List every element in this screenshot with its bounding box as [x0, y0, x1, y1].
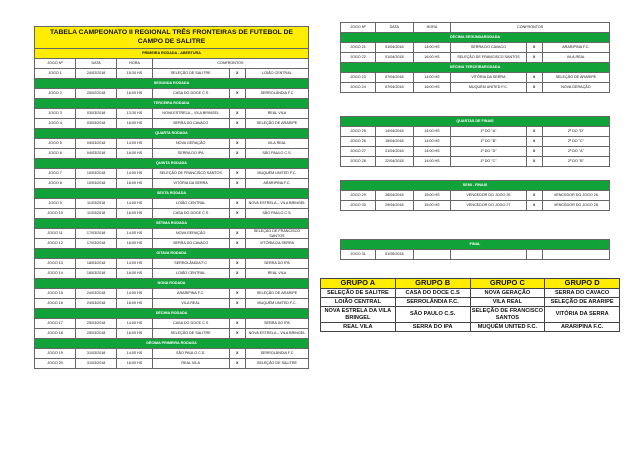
group-team: SÃO PAULO C.S. — [395, 307, 470, 323]
column-header-data: DATA — [76, 59, 117, 69]
game-date: 01/04/2018 — [375, 43, 413, 53]
game-date: 01/04/2018 — [375, 53, 413, 63]
game-date: 17/03/2018 — [76, 239, 117, 249]
game-row — [341, 250, 610, 260]
group-team: ARARIPINA F.C. — [545, 323, 620, 332]
away-team: SERRA DO IPA — [245, 319, 308, 329]
round-header-row — [35, 279, 309, 289]
game-row — [35, 179, 309, 189]
home-team: SELEÇÃO DE SALITRE — [152, 69, 229, 79]
game-number: JOGO 1 — [35, 69, 76, 79]
home-team: NOVA GERAÇÃO — [152, 139, 229, 149]
game-row — [35, 239, 309, 249]
round-title: QUARTAS DE FINAIS — [341, 117, 610, 127]
groups-row — [321, 289, 620, 298]
versus-mark: X — [229, 139, 245, 149]
round-title: QUARTA RODADA — [35, 129, 309, 139]
away-team: REAL VILA — [245, 109, 308, 119]
game-row — [341, 191, 610, 201]
home-team: SELEÇÃO DE FRANCISCO SANTOS — [451, 53, 526, 63]
game-date: 18/03/2018 — [76, 259, 117, 269]
game-date: 11/03/2018 — [76, 199, 117, 209]
schedule-body — [341, 117, 610, 167]
game-date: 01/05/2018 — [375, 250, 413, 260]
game-time: 14:00 HS — [117, 229, 153, 239]
versus-mark: X — [526, 191, 542, 201]
versus-mark: X — [229, 109, 245, 119]
versus-mark: X — [526, 53, 542, 63]
schedule-table-rounds-12-13 — [340, 22, 610, 93]
game-number: JOGO 27 — [341, 147, 376, 157]
game-date: 04/03/2018 — [76, 139, 117, 149]
game-time: 16:00 HS — [117, 89, 153, 99]
game-row — [35, 259, 309, 269]
home-team: SERRA DO IPA — [152, 149, 229, 159]
group-team: SELEÇÃO DE SALITRE — [321, 289, 396, 298]
game-time: 14:00 HS — [413, 147, 451, 157]
home-team: SÃO PAULO C.S. — [152, 349, 229, 359]
game-row — [341, 201, 610, 211]
away-team: 2º DO "A" — [542, 147, 609, 157]
away-team: VITÓRIA DA SERRA — [245, 239, 308, 249]
group-team: NOVA GERAÇÃO — [470, 289, 545, 298]
home-team: ARARIPINA F.C. — [152, 289, 229, 299]
game-number: JOGO 17 — [35, 319, 76, 329]
game-number: JOGO 31 — [341, 250, 376, 260]
round-header-row — [35, 189, 309, 199]
round-title: DÉCIMA TERCEIRARODADA — [341, 63, 610, 73]
game-row — [341, 43, 610, 53]
game-time: 16:00 HS — [117, 149, 153, 159]
game-row — [341, 73, 610, 83]
page-title: TABELA CAMPEONATO II REGIONAL TRÊS FRONTEIRAS DE FUTEBOL DE CAMPO DE SALITRE — [35, 27, 309, 49]
game-number: JOGO 6 — [35, 149, 76, 159]
game-row — [35, 319, 309, 329]
away-team: ARARIPINA F.C. — [245, 179, 308, 189]
home-team: NOVA ESTRELA – VILA BRINGEL — [152, 109, 229, 119]
round-header-row — [35, 99, 309, 109]
away-team: 2º DO "B" — [542, 157, 609, 167]
away-team: NOVA ESTRELA – VILA BRINGEL — [245, 329, 308, 339]
game-time: 16:00 HS — [117, 299, 153, 309]
versus-mark: X — [229, 289, 245, 299]
home-team: VITÓRIA DA SERRA — [152, 179, 229, 189]
round-header-row — [35, 309, 309, 319]
versus-mark: X — [526, 147, 542, 157]
game-time: 14:00 HS — [413, 43, 451, 53]
game-number: JOGO 24 — [341, 83, 376, 93]
home-team: LOIÃO CENTRAL — [152, 199, 229, 209]
game-number: JOGO 9 — [35, 199, 76, 209]
group-team: SERRA DO IPA — [395, 323, 470, 332]
away-team: ARARIPINA F.C. — [542, 43, 609, 53]
group-header: GRUPO A — [321, 279, 396, 289]
column-header-row — [35, 59, 309, 69]
group-header: GRUPO B — [395, 279, 470, 289]
game-date: 31/03/2018 — [76, 349, 117, 359]
home-team: CASA DO DOCE C.S — [152, 209, 229, 219]
home-team: SERRA DO CAVACO — [451, 43, 526, 53]
column-header-row — [341, 23, 610, 33]
home-team: SERROLÂNDIA F.C — [152, 259, 229, 269]
game-row — [35, 299, 309, 309]
game-number: JOGO 15 — [35, 289, 76, 299]
home-team: 1º DO "D" — [451, 147, 526, 157]
groups-header-row — [321, 279, 620, 289]
versus-mark: X — [526, 157, 542, 167]
round-title: NONA RODADA — [35, 279, 309, 289]
schedule-table-final — [340, 239, 610, 260]
away-team: REAL VILA — [245, 269, 308, 279]
game-number: JOGO 10 — [35, 209, 76, 219]
game-time: 15:00 HS — [413, 201, 451, 211]
schedule-body — [341, 23, 610, 93]
home-team: REAL VILA — [152, 359, 229, 369]
away-team — [542, 250, 609, 260]
game-number: JOGO 2 — [35, 89, 76, 99]
versus-mark: X — [229, 359, 245, 369]
game-time: 16:00 HS — [117, 179, 153, 189]
away-team: VENCEDOR DO JOGO 26 — [542, 191, 609, 201]
group-team: SELEÇÃO DE ARARIPE — [545, 298, 620, 307]
column-header-hora: HORA — [117, 59, 153, 69]
groups-table — [320, 278, 620, 332]
versus-mark: X — [229, 269, 245, 279]
away-team: VILA REAL — [245, 139, 308, 149]
schedule-body — [341, 181, 610, 211]
game-row — [35, 269, 309, 279]
home-team: VITÓRIA DA SERRA — [451, 73, 526, 83]
away-team: SÃO PAULO C.S. — [245, 209, 308, 219]
main-schedule-body — [35, 27, 309, 369]
game-number: JOGO 22 — [341, 53, 376, 63]
game-number: JOGO 29 — [341, 191, 376, 201]
game-row — [35, 209, 309, 219]
group-team: LOIÃO CENTRAL — [321, 298, 396, 307]
game-time: 16:00 HS — [117, 359, 153, 369]
home-team: SERRA DO CAVACO — [152, 239, 229, 249]
game-row — [35, 139, 309, 149]
schedule-body — [341, 240, 610, 260]
round-title: DÉCIMA SEGUNDARODADA — [341, 33, 610, 43]
game-row — [35, 119, 309, 129]
round-title: SEGUNDA RODADA — [35, 79, 309, 89]
game-number: JOGO 18 — [35, 329, 76, 339]
column-header-data: DATA — [375, 23, 413, 33]
away-team: NOVA ESTRELA – VILA BRINGEL — [245, 199, 308, 209]
game-time: 14:00 HS — [413, 157, 451, 167]
group-team: VITÓRIA DA SERRA — [545, 307, 620, 323]
game-number: JOGO 19 — [35, 349, 76, 359]
home-team: VENCEDOR DO JOGO 27 — [451, 201, 526, 211]
versus-mark: X — [526, 137, 542, 147]
group-team: VILA REAL — [470, 298, 545, 307]
home-team: CASA DO DOCE C.S — [152, 89, 229, 99]
group-team: CASA DO DOCE C.S — [395, 289, 470, 298]
game-row — [35, 229, 309, 239]
group-team: SERROLÂNDIA F.C. — [395, 298, 470, 307]
round-title: QUINTA RODADA — [35, 159, 309, 169]
versus-mark: X — [526, 73, 542, 83]
round-header-row — [35, 129, 309, 139]
versus-mark: X — [526, 201, 542, 211]
game-row — [341, 53, 610, 63]
game-number: JOGO 21 — [341, 43, 376, 53]
versus-mark: X — [229, 209, 245, 219]
game-time: 15:30 HS — [117, 69, 153, 79]
away-team: VILA REAL — [542, 53, 609, 63]
game-time: 14:00 HS — [117, 319, 153, 329]
group-team: REAL VILA — [321, 323, 396, 332]
game-number: JOGO 12 — [35, 239, 76, 249]
round-title: DÉCIMA PRIMEIRA RODADA — [35, 339, 309, 349]
group-header: GRUPO C — [470, 279, 545, 289]
game-row — [35, 349, 309, 359]
versus-mark: X — [229, 149, 245, 159]
versus-mark: X — [229, 169, 245, 179]
round-header-row — [35, 49, 309, 59]
column-header-confrontos: CONFRONTOS — [451, 23, 610, 33]
game-number: JOGO 26 — [341, 137, 376, 147]
game-time: 14:00 HS — [117, 349, 153, 359]
away-team: 2º DO "D" — [542, 127, 609, 137]
round-title: SEMI - FINAIS — [341, 181, 610, 191]
away-team: SELEÇÃO DE ARARIPE — [245, 119, 308, 129]
game-date: 14/04/2018 — [375, 127, 413, 137]
round-header-row — [35, 79, 309, 89]
round-header-row — [341, 63, 610, 73]
game-number: JOGO 16 — [35, 299, 76, 309]
game-row — [35, 69, 309, 79]
home-team: LOIÃO CENTRAL — [152, 269, 229, 279]
game-date: 21/04/2018 — [375, 147, 413, 157]
game-number: JOGO 14 — [35, 269, 76, 279]
versus-mark: X — [229, 239, 245, 249]
round-header-row — [35, 339, 309, 349]
groups-body — [321, 279, 620, 332]
versus-mark: X — [229, 69, 245, 79]
game-date: 17/03/2018 — [76, 229, 117, 239]
group-team: SERRA DO CAVACO — [545, 289, 620, 298]
game-row — [341, 157, 610, 167]
round-header-row — [341, 181, 610, 191]
versus-mark — [526, 250, 542, 260]
home-team: CASA DO DOCE C.S — [152, 319, 229, 329]
game-date: 29/04/2018 — [375, 201, 413, 211]
home-team: VENCEDOR DO JOGO 25 — [451, 191, 526, 201]
home-team: MUQUÉM UNITED F.C. — [451, 83, 526, 93]
versus-mark: X — [229, 349, 245, 359]
game-date: 28/04/2018 — [375, 191, 413, 201]
home-team: SERRA DO CAVACO — [152, 119, 229, 129]
game-date: 25/03/2018 — [76, 329, 117, 339]
game-date: 10/03/2018 — [76, 169, 117, 179]
game-number: JOGO 7 — [35, 169, 76, 179]
game-number: JOGO 30 — [341, 201, 376, 211]
round-title: OITAVA RODADA — [35, 249, 309, 259]
home-team: 1º DO "C" — [451, 157, 526, 167]
column-header-hora: HORA — [413, 23, 451, 33]
game-date: 24/03/2018 — [76, 289, 117, 299]
versus-mark: X — [229, 329, 245, 339]
game-date: 15/04/2018 — [375, 137, 413, 147]
group-team: MUQUÉM UNITED F.C. — [470, 323, 545, 332]
round-title: FINAL — [341, 240, 610, 250]
column-header-jogo: JOGO Nº — [341, 23, 376, 33]
round-header-row — [35, 159, 309, 169]
away-team: SELEÇÃO DE SALITRE — [245, 359, 308, 369]
game-row — [341, 83, 610, 93]
game-date: 04/03/2018 — [76, 149, 117, 159]
away-team: SÃO PAULO C.S. — [245, 149, 308, 159]
round-header-row — [35, 249, 309, 259]
away-team: SELEÇÃO DE FRANCISCO SANTOS — [245, 229, 308, 239]
game-time: 15:00 HS — [413, 191, 451, 201]
round-header-row — [341, 240, 610, 250]
game-time: 14:00 HS — [117, 289, 153, 299]
game-row — [35, 329, 309, 339]
home-team: NOVA GERAÇÃO — [152, 229, 229, 239]
round-title: DÉCIMA RODADA — [35, 309, 309, 319]
round-title: TERCEIRA RODADA — [35, 99, 309, 109]
schedule-table-quarterfinals — [340, 116, 610, 167]
groups-row — [321, 307, 620, 323]
game-date: 07/04/2018 — [375, 73, 413, 83]
game-row — [341, 127, 610, 137]
game-date: 11/03/2018 — [76, 209, 117, 219]
round-title: SÉTIMA RODADA — [35, 219, 309, 229]
game-date: 25/02/2018 — [76, 89, 117, 99]
game-time: 14:00 HS — [413, 73, 451, 83]
game-date: 22/04/2018 — [375, 157, 413, 167]
away-team: LOIÃO CENTRAL — [245, 69, 308, 79]
home-team: SELEÇÃO DE SALITRE — [152, 329, 229, 339]
away-team: SERROLÂNDIA F.C — [245, 89, 308, 99]
game-time: 16:00 HS — [413, 53, 451, 63]
round-title: SEXTA RODADA — [35, 189, 309, 199]
game-date: 24/02/2018 — [76, 69, 117, 79]
versus-mark: X — [229, 299, 245, 309]
away-team: NOVA GERAÇÃO — [542, 83, 609, 93]
main-schedule-table — [34, 26, 309, 369]
game-time: 13:30 HS — [117, 109, 153, 119]
versus-mark: X — [229, 229, 245, 239]
game-number: JOGO 23 — [341, 73, 376, 83]
game-date: 03/03/2018 — [76, 119, 117, 129]
away-team: MUQUÉM UNITED F.C. — [245, 169, 308, 179]
away-team: SELEÇÃO DE ARARIPE — [245, 289, 308, 299]
column-header-jogo: JOGO Nº — [35, 59, 76, 69]
schedule-table-semifinals — [340, 180, 610, 211]
game-time: 16:00 HS — [117, 119, 153, 129]
away-team: SERRA DO IPA — [245, 259, 308, 269]
game-time: 14:00 HS — [117, 259, 153, 269]
column-header-confrontos: CONFRONTOS — [152, 59, 308, 69]
game-number: JOGO 20 — [35, 359, 76, 369]
game-date: 25/03/2018 — [76, 319, 117, 329]
game-date: 07/04/2018 — [375, 83, 413, 93]
game-row — [341, 137, 610, 147]
game-date: 31/03/2018 — [76, 359, 117, 369]
game-time: 16:00 HS — [117, 329, 153, 339]
group-header: GRUPO D — [545, 279, 620, 289]
versus-mark: X — [229, 319, 245, 329]
home-team: SELEÇÃO DE FRANCISCO SANTOS — [152, 169, 229, 179]
home-team: VILA REAL — [152, 299, 229, 309]
versus-mark: X — [229, 89, 245, 99]
game-time: 16:00 HS — [413, 83, 451, 93]
groups-row — [321, 298, 620, 307]
home-team: 1º DO "B" — [451, 137, 526, 147]
game-row — [35, 199, 309, 209]
game-number: JOGO 28 — [341, 157, 376, 167]
away-team: SERROLÂNDIA F.C — [245, 349, 308, 359]
game-date: 18/03/2018 — [76, 269, 117, 279]
game-time: 14:00 HS — [413, 137, 451, 147]
versus-mark: X — [526, 83, 542, 93]
game-date: 10/03/2018 — [76, 179, 117, 189]
away-team: 2º DO "C" — [542, 137, 609, 147]
game-row — [35, 89, 309, 99]
game-number: JOGO 5 — [35, 139, 76, 149]
game-row — [35, 109, 309, 119]
game-time: 16:00 HS — [117, 269, 153, 279]
versus-mark: X — [526, 127, 542, 137]
home-team: 1º DO "A" — [451, 127, 526, 137]
game-date: 03/03/2018 — [76, 109, 117, 119]
game-time: 16:00 HS — [117, 239, 153, 249]
round-title: PRIMEIRA RODADA - ABERTURA — [35, 49, 309, 59]
versus-mark: X — [526, 43, 542, 53]
group-team: SELEÇÃO DE FRANCISCO SANTOS — [471, 308, 543, 321]
round-header-row — [341, 33, 610, 43]
away-team: MUQUÉM UNITED F.C. — [245, 299, 308, 309]
game-number: JOGO 13 — [35, 259, 76, 269]
game-row — [35, 289, 309, 299]
group-team: NOVA ESTRELA DA VILA BRINGEL — [321, 307, 396, 323]
away-team: VENCEDOR DO JOGO 28 — [542, 201, 609, 211]
away-team: SELEÇÃO DE ARARIPE — [542, 73, 609, 83]
versus-mark: X — [229, 119, 245, 129]
game-time: 14:00 HS — [117, 139, 153, 149]
game-row — [35, 359, 309, 369]
versus-mark: X — [229, 199, 245, 209]
game-number: JOGO 11 — [35, 229, 76, 239]
versus-mark: X — [229, 259, 245, 269]
game-row — [35, 149, 309, 159]
round-header-row — [35, 219, 309, 229]
game-time — [413, 250, 451, 260]
round-header-row — [341, 117, 610, 127]
game-date: 24/03/2018 — [76, 299, 117, 309]
versus-mark: X — [229, 179, 245, 189]
game-time: 16:00 HS — [117, 209, 153, 219]
game-row — [35, 169, 309, 179]
game-time: 14:00 HS — [117, 169, 153, 179]
game-number: JOGO 3 — [35, 109, 76, 119]
game-number: JOGO 8 — [35, 179, 76, 189]
game-number: JOGO 4 — [35, 119, 76, 129]
game-time: 14:00 HS — [413, 127, 451, 137]
home-team — [451, 250, 526, 260]
game-number: JOGO 25 — [341, 127, 376, 137]
game-row — [341, 147, 610, 157]
game-time: 14:00 HS — [117, 199, 153, 209]
groups-row — [321, 323, 620, 332]
